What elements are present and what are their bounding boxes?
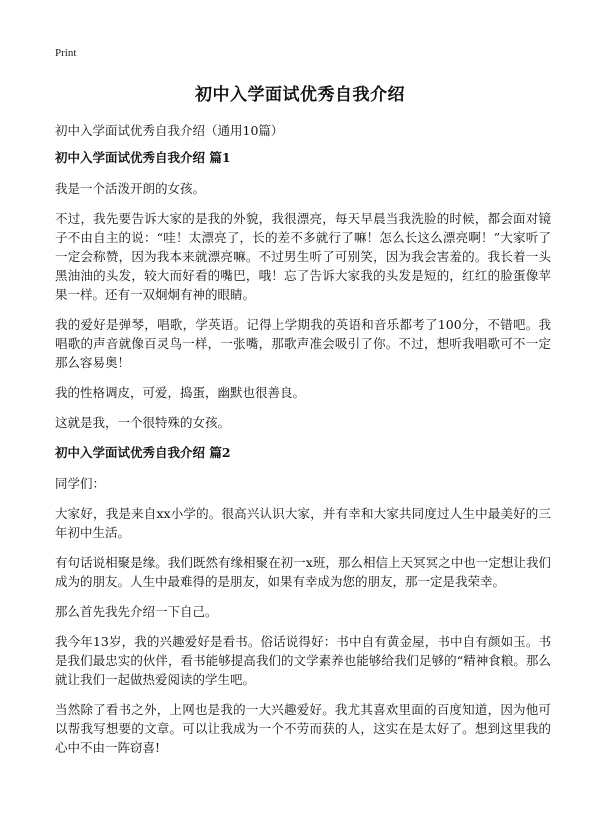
paragraph: 这就是我，一个很特殊的女孩。 <box>55 415 231 430</box>
document-subtitle: 初中入学面试优秀自我介绍（通用10篇） <box>55 123 284 138</box>
paragraph: 我的性格调皮，可爱，捣蛋，幽默也很善良。 <box>55 385 306 400</box>
section-1 <box>55 148 551 432</box>
paragraph: 有句话说相聚是缘。我们既然有缘相聚在初一x班，那么相信上天冥冥之中也一定想让我们成为的朋友。人生中最难得的是朋友，如果有幸成为您的朋友，那一定是我荣幸。 <box>55 555 551 589</box>
section-2 <box>55 443 551 757</box>
section-heading: 初中入学面试优秀自我介绍 篇1 <box>55 150 231 165</box>
document-body <box>55 148 551 768</box>
paragraph: 同学们： <box>55 476 106 491</box>
section-heading: 初中入学面试优秀自我介绍 篇2 <box>55 445 231 460</box>
paragraph: 当然除了看书之外，上网也是我的一大兴趣爱好。我尤其喜欢里面的百度知道，因为他可以帮我写想要的文章。可以让我成为一个不劳而获的人，这实在是太好了。想到这里我的心中不由一阵窃喜! <box>55 702 551 755</box>
print-link[interactable]: Print <box>55 47 77 59</box>
paragraph: 我是一个活泼开朗的女孩。 <box>55 181 206 196</box>
paragraph: 我的爱好是弹琴，唱歌，学英语。记得上学期我的英语和音乐都考了100分，不错吧。我唱歌的声音就像百灵鸟一样，一张嘴，那歌声准会吸引了你。不过，想听我唱歌可不一定那么容易奥！ <box>55 317 551 370</box>
paragraph: 那么首先我先介绍一下自己。 <box>55 604 218 619</box>
paragraph: 不过，我先要告诉大家的是我的外貌，我很漂亮，每天早晨当我洗脸的时候，都会面对镜子不由自主的说：“哇！太漂亮了，长的差不多就行了嘛！怎么长这么漂亮啊！”大家听了一定会称赞，因为我本来就漂亮嘛。不过男生听了可别笑，因为我会害羞的。我长着一头黑油油的头发，较大而好看的嘴巴，哦！忘了告诉大家我的头发是短的，红红的脸蛋像苹果一样。还有一双炯炯有神的眼睛。 <box>55 211 551 302</box>
paragraph: 我今年13岁，我的兴趣爱好是看书。俗话说得好：书中自有黄金屋，书中自有颜如玉。书是我们最忠实的伙伴，看书能够提高我们的文学素养也能够给我们足够的“精神食粮。那么就让我们一起做热爱阅读的学生吧。 <box>55 634 551 687</box>
page-title: 初中入学面试优秀自我介绍 <box>195 85 405 105</box>
paragraph: 大家好，我是来自xx小学的。很高兴认识大家，并有幸和大家共同度过人生中最美好的三年初中生活。 <box>55 506 551 540</box>
